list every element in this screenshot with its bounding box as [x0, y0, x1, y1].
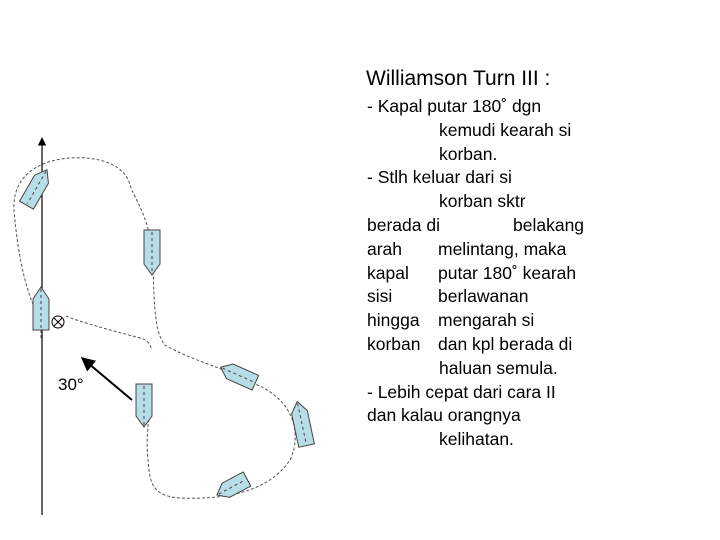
description-line [367, 166, 717, 190]
description-line-text: arah [367, 238, 403, 259]
turning-track-segment [66, 316, 152, 350]
description-line-text: mengarah si [438, 310, 535, 331]
ship-lower-middle [136, 384, 152, 427]
slide-title: Williamson Turn III : [366, 67, 551, 90]
description-line-text: putar 180˚ kearah [438, 262, 577, 283]
description-line-text: haluan semula. [439, 357, 558, 378]
description-line-text: kelihatan. [439, 429, 514, 450]
description-line-text: melintang, maka [438, 238, 567, 259]
diagonal-arrow-icon [82, 358, 132, 400]
description-line [367, 143, 717, 167]
description-line [367, 333, 717, 357]
description-line [367, 428, 717, 452]
description-line [367, 214, 717, 238]
ship-turning-bottom [213, 472, 251, 502]
description-line-text: kapal [367, 262, 409, 283]
description-line [367, 190, 717, 214]
description-line-text: - Kapal putar 180˚ dgn [367, 96, 542, 116]
description-line [367, 119, 717, 143]
angle-label: 30° [58, 375, 84, 394]
description-line [367, 95, 717, 119]
ship-on-course [33, 287, 49, 330]
description-line-text: - Lebih cepat dari cara II [367, 381, 556, 402]
description-line [367, 238, 717, 262]
description-line [367, 285, 717, 309]
description-line [367, 262, 717, 286]
description-line-text: dan kalau orangnya [367, 405, 521, 426]
description-line-text: dan kpl berada di [438, 333, 573, 354]
description-line [367, 357, 717, 381]
ship-reciprocal-heading [144, 230, 160, 275]
description-line-text: belakang [513, 214, 585, 235]
description-text [367, 95, 717, 452]
description-line-text: berada di [367, 214, 440, 235]
description-line [367, 404, 717, 428]
description-line-text: sisi [367, 286, 393, 307]
description-line [367, 309, 717, 333]
ship-turning-right-upper [217, 360, 258, 390]
description-line-text: kemudi kearah si [439, 119, 572, 140]
description-line [367, 381, 717, 405]
ship-turning-upper-left [20, 166, 54, 210]
description-line-text: - Stlh keluar dari si [367, 167, 512, 188]
circled-x-icon [52, 316, 64, 328]
description-line-text: korban [367, 333, 421, 354]
description-line-text: korban. [439, 143, 498, 164]
description-line-text: hingga [367, 310, 420, 331]
description-line-text: korban sktr [439, 191, 526, 212]
description-line-text: berlawanan [438, 286, 529, 307]
